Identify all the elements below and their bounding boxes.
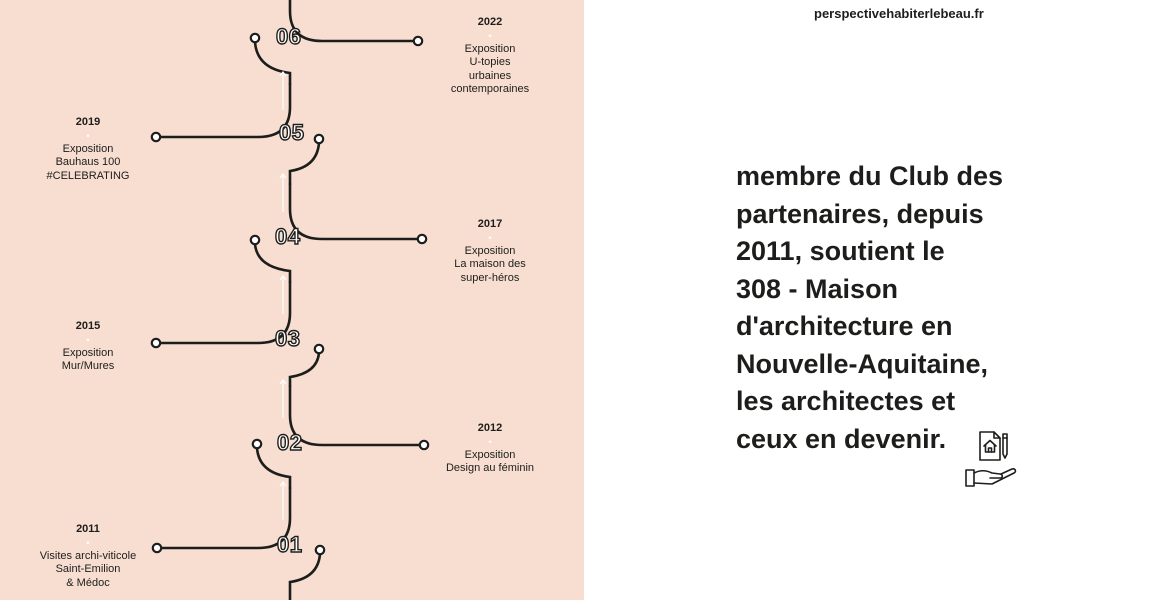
timeline-connector-dot [251, 236, 259, 244]
event-2019 [3, 116, 173, 183]
event-year: 2019 [75, 116, 101, 128]
event-year: 2015 [75, 320, 101, 332]
event-line: Visites archi-viticole [39, 549, 137, 562]
step-number-02: 02 [277, 430, 303, 455]
event-line: Exposition [464, 42, 516, 55]
timeline-right-arm [290, 0, 414, 41]
statement-line: 308 - Maison [736, 273, 899, 304]
timeline-arrow-icon [280, 174, 286, 212]
event-line: Exposition [464, 244, 516, 257]
timeline-hook [290, 353, 319, 386]
timeline-left-arm [160, 282, 290, 343]
step-number-01: 01 [277, 532, 303, 557]
event-line: Mur/Mures [61, 360, 115, 372]
timeline-hook [290, 143, 319, 184]
statement-line: membre du Club des [736, 161, 1004, 191]
event-line: La maison des [454, 258, 526, 270]
event-2015 [3, 320, 173, 374]
statement-line: partenaires, depuis [736, 198, 984, 229]
event-2017 [405, 218, 575, 285]
step-number-04: 04 [275, 224, 301, 249]
event-line: Design au féminin [445, 462, 535, 474]
statement-line: ceux en devenir. [736, 423, 947, 454]
event-line: & Médoc [66, 576, 110, 589]
timeline-arrow-icon [280, 380, 286, 418]
statement-line: les architectes et [736, 386, 956, 416]
timeline-arrow-icon [280, 276, 286, 314]
event-line: urbaines [468, 69, 512, 82]
event-line: Exposition [62, 142, 114, 155]
timeline-connector-dot [251, 34, 259, 42]
event-line: super-héros [460, 271, 520, 284]
event-2011 [3, 523, 173, 590]
website-url[interactable]: perspectivehabiterlebeau.fr [814, 6, 984, 21]
separator-dot: • [488, 232, 492, 243]
separator-dot: • [488, 436, 492, 447]
timeline-hook [255, 244, 290, 282]
statement-line: 2011, soutient le [736, 236, 945, 266]
event-line: Exposition [62, 346, 114, 359]
separator-dot: • [86, 130, 90, 141]
timeline-arrow-icon [280, 72, 286, 110]
event-year: 2017 [477, 218, 503, 230]
event-line: contemporaines [450, 83, 530, 95]
timeline-connector-dot [253, 440, 261, 448]
timeline-hook [290, 554, 320, 600]
event-2012 [405, 422, 575, 476]
statement-line: d'architecture en [736, 311, 953, 341]
timeline-connector-dot [315, 135, 323, 143]
timeline-left-arm [160, 84, 290, 137]
event-line: Exposition [464, 448, 516, 461]
event-line: #CELEBRATING [46, 169, 130, 182]
event-2022 [405, 16, 575, 97]
separator-dot: • [86, 537, 90, 548]
timeline-connector-dot [315, 345, 323, 353]
event-year: 2012 [477, 422, 503, 434]
timeline-connector-dot [316, 546, 324, 554]
separator-dot: • [86, 334, 90, 345]
timeline-panel [0, 0, 584, 600]
event-line: U-topies [469, 56, 511, 68]
event-year: 2011 [76, 523, 100, 535]
step-number-06: 06 [276, 24, 302, 49]
event-year: 2022 [477, 16, 503, 28]
step-number-05: 05 [279, 120, 305, 145]
event-line: Bauhaus 100 [55, 156, 121, 168]
hand-holding-house-document-icon [962, 428, 1024, 490]
statement-line: Nouvelle-Aquitaine, [736, 348, 989, 379]
timeline-arrow-icon [280, 482, 286, 520]
partner-statement [736, 158, 1036, 458]
event-line: Saint-Emilion [55, 563, 121, 575]
timeline-left-arm [161, 488, 290, 548]
timeline-right-arm [290, 386, 420, 445]
step-number-03: 03 [275, 326, 301, 351]
separator-dot: • [488, 30, 492, 41]
timeline-right-arm [290, 184, 418, 239]
